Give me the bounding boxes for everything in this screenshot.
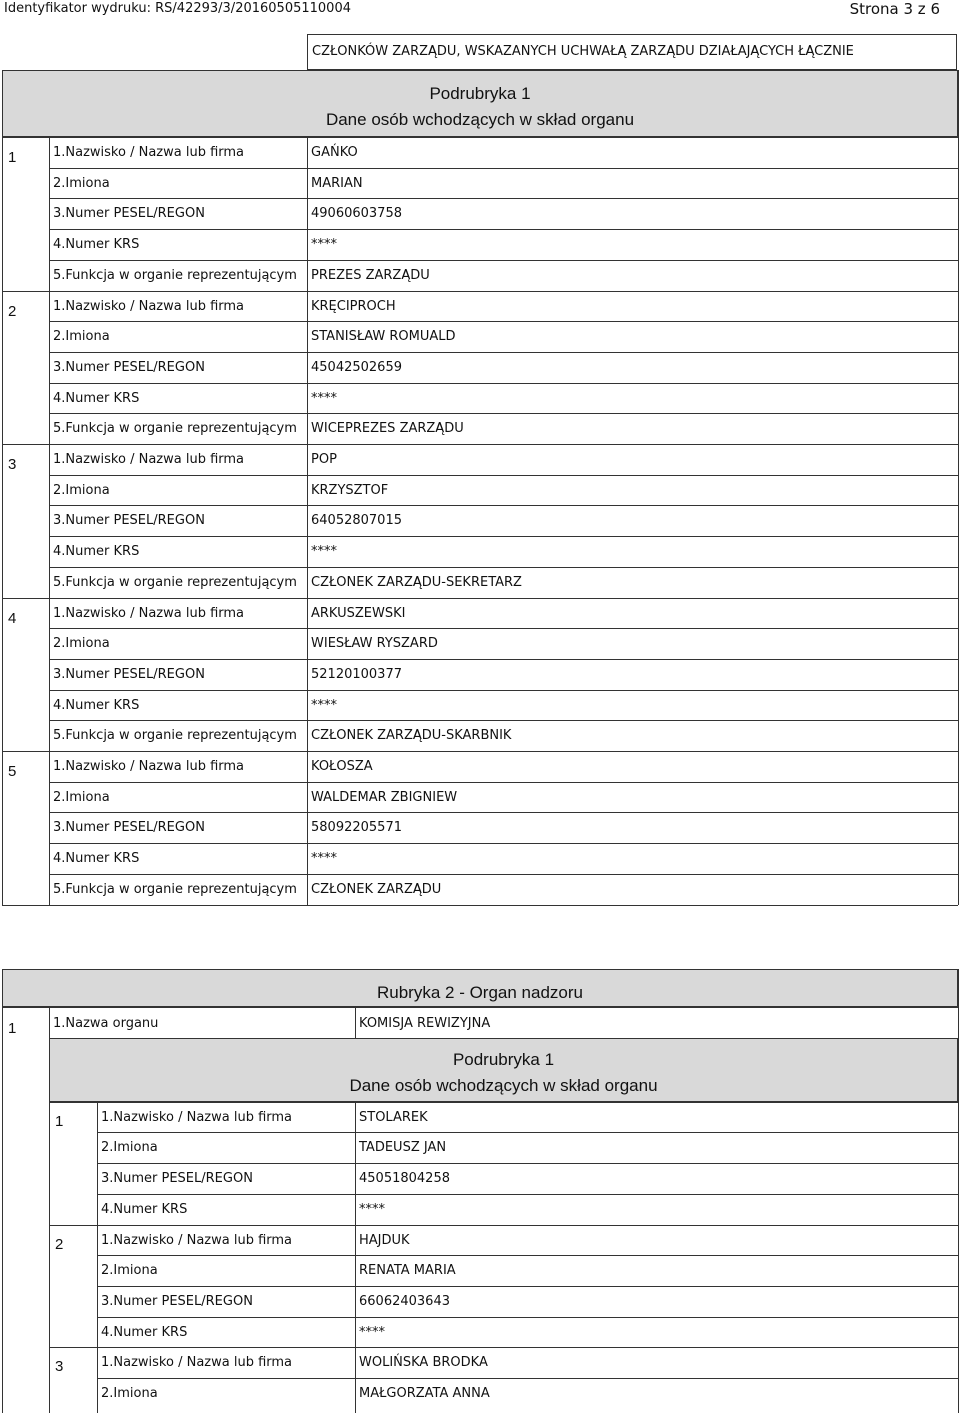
row-separator xyxy=(97,1132,958,1133)
row-separator xyxy=(49,874,958,875)
field-value-nazwisko: WOLIŃSKA BRODKA xyxy=(359,1355,488,1371)
row-separator xyxy=(49,628,958,629)
person-number: 4 xyxy=(8,609,17,627)
row-separator xyxy=(49,229,958,230)
border-right xyxy=(958,969,959,1413)
field-label-imiona: 2.Imiona xyxy=(53,636,110,652)
organ-number: 1 xyxy=(8,1020,17,1037)
row-separator xyxy=(97,1194,958,1195)
field-label-imiona: 2.Imiona xyxy=(101,1386,158,1401)
person-separator xyxy=(49,1347,958,1348)
border-number-col xyxy=(49,137,50,905)
field-label-imiona: 2.Imiona xyxy=(101,1140,158,1156)
person-number: 1 xyxy=(8,149,17,166)
field-value-nazwisko: ARKUSZEWSKI xyxy=(311,605,406,621)
field-label-pesel: 3.Numer PESEL/REGON xyxy=(53,820,205,836)
page-number: Strona 3 z 6 xyxy=(849,0,940,18)
field-value-krs: **** xyxy=(311,390,337,406)
row-separator xyxy=(49,168,958,169)
field-value-funkcja: CZŁONEK ZARZĄDU-SEKRETARZ xyxy=(311,574,522,590)
field-value-nazwisko: KRĘCIPROCH xyxy=(311,298,396,314)
field-value-nazwisko: STOLAREK xyxy=(359,1109,428,1125)
field-label-nazwisko: 1.Nazwisko / Nazwa lub firma xyxy=(101,1109,293,1125)
field-label-krs: 4.Numer KRS xyxy=(53,390,140,406)
row-separator xyxy=(49,352,958,353)
field-label-krs: 4.Numer KRS xyxy=(53,237,140,253)
row-separator xyxy=(97,1286,958,1287)
row-separator xyxy=(97,1378,958,1379)
field-label-pesel: 3.Numer PESEL/REGON xyxy=(101,1171,253,1187)
organ-label-col xyxy=(355,1007,356,1038)
organ-name-value: KOMISJA REWIZYJNA xyxy=(359,1016,491,1031)
field-value-imiona: MARIAN xyxy=(311,175,363,191)
field-value-funkcja: PREZES ZARZĄDU xyxy=(311,267,430,283)
field-value-pesel: 52120100377 xyxy=(311,666,402,682)
field-value-pesel: 58092205571 xyxy=(311,820,402,836)
field-value-imiona: WALDEMAR ZBIGNIEW xyxy=(311,789,458,805)
field-label-krs: 4.Numer KRS xyxy=(53,851,140,867)
row-separator xyxy=(49,567,958,568)
field-value-pesel: 64052807015 xyxy=(311,513,402,529)
row-separator xyxy=(49,720,958,721)
field-value-nazwisko: KOŁOSZA xyxy=(311,759,373,774)
section-subtitle: Dane osób wchodzących w skład organu xyxy=(325,110,635,129)
field-value-pesel: 49060603758 xyxy=(311,206,402,222)
person-number: 3 xyxy=(8,456,17,473)
field-value-krs: **** xyxy=(359,1324,385,1340)
field-value-krs: **** xyxy=(359,1201,385,1217)
person-number: 1 xyxy=(55,1112,64,1130)
organ-row-top xyxy=(2,1007,958,1008)
person-separator xyxy=(2,291,958,292)
field-label-nazwisko: 1.Nazwisko / Nazwa lub firma xyxy=(101,1355,293,1371)
field-value-imiona: MAŁGORZATA ANNA xyxy=(359,1386,490,1401)
person-separator xyxy=(2,444,958,445)
person-separator xyxy=(2,598,958,599)
person-separator xyxy=(49,1225,958,1226)
field-label-pesel: 3.Numer PESEL/REGON xyxy=(101,1293,253,1309)
field-label-pesel: 3.Numer PESEL/REGON xyxy=(53,666,205,682)
field-label-nazwisko: 1.Nazwisko / Nazwa lub firma xyxy=(53,759,245,774)
person-separator xyxy=(2,137,958,138)
row-separator xyxy=(49,843,958,844)
row-separator xyxy=(49,659,958,660)
section-title: Podrubryka 1 xyxy=(429,84,531,103)
field-label-krs: 4.Numer KRS xyxy=(53,544,140,560)
field-label-imiona: 2.Imiona xyxy=(53,329,110,345)
field-label-pesel: 3.Numer PESEL/REGON xyxy=(53,513,205,529)
field-value-imiona: TADEUSZ JAN xyxy=(359,1140,447,1156)
field-label-imiona: 2.Imiona xyxy=(53,789,110,805)
field-label-funkcja: 5.Funkcja w organie reprezentującym xyxy=(53,881,297,897)
border-left xyxy=(2,1007,3,1413)
person-number: 5 xyxy=(8,763,17,780)
field-label-nazwisko: 1.Nazwisko / Nazwa lub firma xyxy=(53,452,245,467)
field-value-krs: **** xyxy=(311,851,337,867)
subrubryka-title: Podrubryka 1 xyxy=(452,1049,555,1069)
field-label-krs: 4.Numer KRS xyxy=(101,1324,188,1340)
row-separator xyxy=(49,475,958,476)
field-value-imiona: STANISŁAW ROMUALD xyxy=(311,329,456,345)
field-value-nazwisko: POP xyxy=(311,452,337,467)
field-value-funkcja: CZŁONEK ZARZĄDU xyxy=(311,881,442,897)
field-label-nazwisko: 1.Nazwisko / Nazwa lub firma xyxy=(53,605,245,621)
field-value-krs: **** xyxy=(311,697,337,713)
row-separator xyxy=(49,536,958,537)
border-label-col xyxy=(307,137,308,905)
rubryka-title: Rubryka 2 - Organ nadzoru xyxy=(377,983,583,1002)
border-sub-label-col xyxy=(355,1102,356,1413)
field-value-krs: **** xyxy=(311,544,337,560)
person-separator xyxy=(49,1102,958,1103)
row-separator xyxy=(49,198,958,199)
border-sub-number-col xyxy=(97,1102,98,1413)
field-value-funkcja: CZŁONEK ZARZĄDU-SKARBNIK xyxy=(311,728,512,744)
field-label-funkcja: 5.Funkcja w organie reprezentującym xyxy=(53,421,297,437)
caption-text: CZŁONKÓW ZARZĄDU, WSKAZANYCH UCHWAŁĄ ZARZĄDU DZIAŁAJĄCYCH ŁĄCZNIE xyxy=(312,44,854,59)
organ-name-label: 1.Nazwa organu xyxy=(53,1016,159,1031)
field-label-funkcja: 5.Funkcja w organie reprezentującym xyxy=(53,267,297,283)
field-label-nazwisko: 1.Nazwisko / Nazwa lub firma xyxy=(53,145,245,160)
row-separator xyxy=(49,782,958,783)
field-value-krs: **** xyxy=(311,237,337,253)
row-separator xyxy=(49,383,958,384)
caption-box xyxy=(307,34,957,70)
field-label-imiona: 2.Imiona xyxy=(53,482,110,498)
field-label-krs: 4.Numer KRS xyxy=(101,1201,188,1217)
field-label-nazwisko: 1.Nazwisko / Nazwa lub firma xyxy=(53,298,245,314)
print-identifier: Identyfikator wydruku: RS/42293/3/20160505110004 xyxy=(4,1,351,16)
field-label-krs: 4.Numer KRS xyxy=(53,697,140,713)
row-separator xyxy=(49,505,958,506)
border-left xyxy=(2,137,3,905)
field-label-pesel: 3.Numer PESEL/REGON xyxy=(53,206,205,222)
field-value-imiona: KRZYSZTOF xyxy=(311,482,389,498)
row-separator xyxy=(49,812,958,813)
row-separator xyxy=(49,690,958,691)
row-separator xyxy=(49,413,958,414)
field-label-nazwisko: 1.Nazwisko / Nazwa lub firma xyxy=(101,1232,293,1248)
field-label-imiona: 2.Imiona xyxy=(53,175,110,191)
field-value-nazwisko: HAJDUK xyxy=(359,1232,410,1248)
field-value-imiona: RENATA MARIA xyxy=(359,1263,456,1279)
field-value-pesel: 45051804258 xyxy=(359,1171,450,1187)
row-separator xyxy=(49,321,958,322)
person-number: 2 xyxy=(8,302,17,320)
field-value-imiona: WIESŁAW RYSZARD xyxy=(311,636,438,652)
field-label-pesel: 3.Numer PESEL/REGON xyxy=(53,359,205,375)
border-bottom xyxy=(2,905,958,906)
field-value-funkcja: WICEPREZES ZARZĄDU xyxy=(311,421,464,437)
field-label-imiona: 2.Imiona xyxy=(101,1263,158,1279)
row-separator xyxy=(97,1255,958,1256)
field-value-pesel: 45042502659 xyxy=(311,359,402,375)
subrubryka-subtitle: Dane osób wchodzących w skład organu xyxy=(349,1075,658,1095)
row-separator xyxy=(97,1163,958,1164)
field-value-nazwisko: GAŃKO xyxy=(311,145,358,160)
field-value-pesel: 66062403643 xyxy=(359,1293,450,1309)
person-number: 3 xyxy=(55,1358,64,1376)
row-separator xyxy=(97,1317,958,1318)
border-right xyxy=(958,70,959,905)
field-label-funkcja: 5.Funkcja w organie reprezentującym xyxy=(53,728,297,744)
person-number: 2 xyxy=(55,1235,64,1253)
field-label-funkcja: 5.Funkcja w organie reprezentującym xyxy=(53,574,297,590)
person-separator xyxy=(2,751,958,752)
row-separator xyxy=(49,260,958,261)
